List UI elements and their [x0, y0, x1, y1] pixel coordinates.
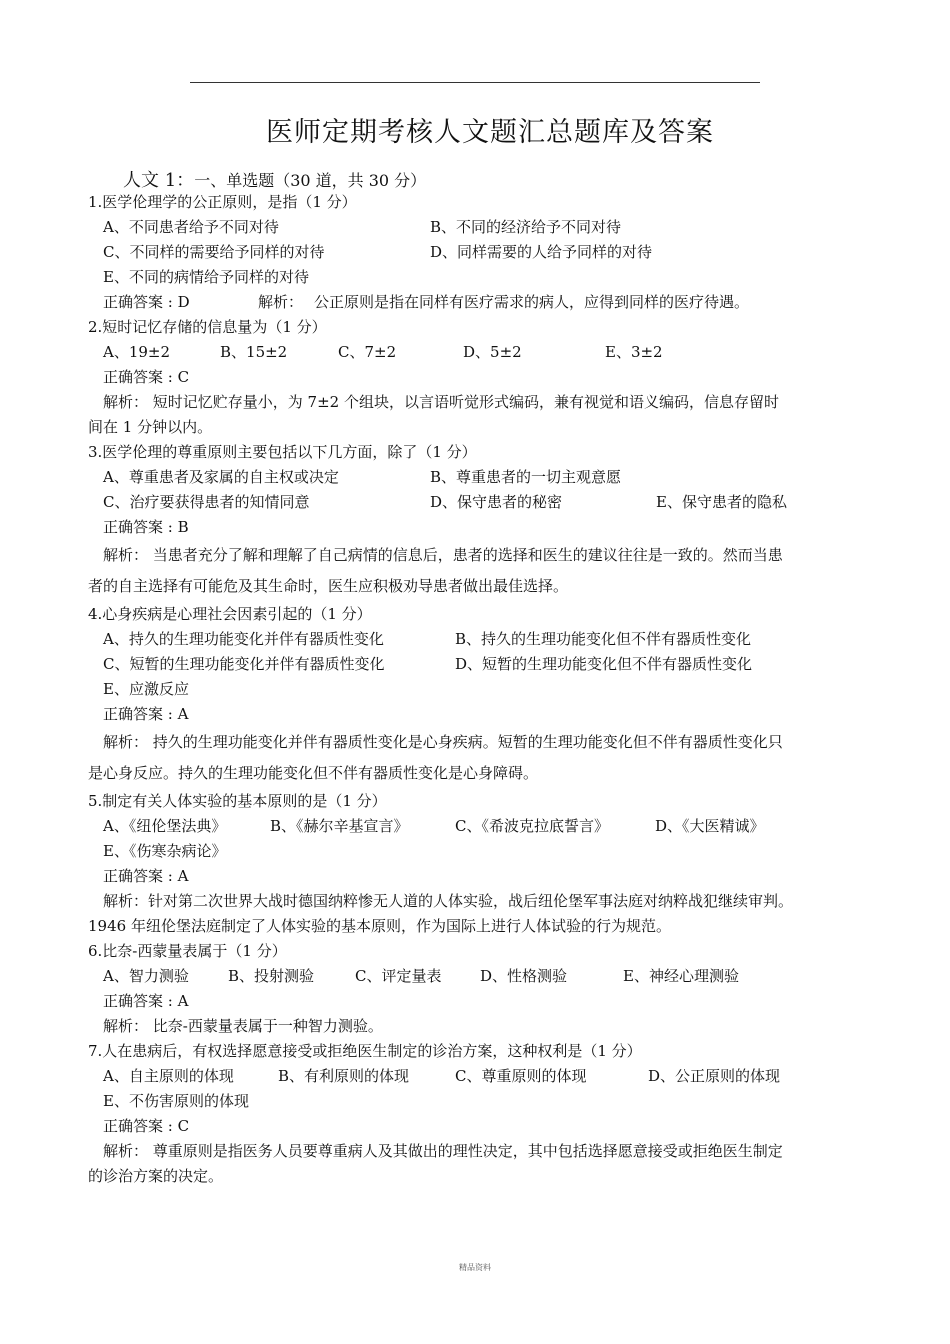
- option-c: C、治疗要获得患者的知情同意: [103, 493, 310, 511]
- option-a: A、19±2: [103, 343, 171, 361]
- question-list: [88, 190, 868, 1189]
- section-heading: [123, 166, 426, 192]
- option-c: C、《希波克拉底誓言》: [455, 817, 609, 835]
- analysis-text: 的诊治方案的决定。: [88, 1167, 224, 1185]
- analysis-text: 解析： 当患者充分了解和理解了自己病情的信息后，患者的选择和医生的建议往往是一致的。然而当患: [103, 546, 783, 564]
- option-e: E、3±2: [605, 343, 663, 361]
- option-b: B、15±2: [220, 343, 288, 361]
- correct-answer: 正确答案 : B: [103, 518, 189, 536]
- question-stem: 5.制定有关人体实验的基本原则的是（1 分）: [88, 792, 387, 810]
- top-rule: [190, 82, 760, 83]
- option-b: B、有利原则的体现: [278, 1067, 410, 1085]
- option-row: [88, 627, 868, 652]
- option-a: A、尊重患者及家属的自主权或决定: [103, 468, 339, 486]
- option-row: [88, 964, 868, 989]
- option-b: B、不同的经济给予不同对待: [430, 218, 622, 236]
- answer-row: [88, 290, 868, 315]
- option-row: [88, 839, 868, 864]
- correct-answer: 正确答案 : C: [103, 368, 190, 386]
- option-row: [88, 490, 868, 515]
- analysis-text: 解析：针对第二次世界大战时德国纳粹惨无人道的人体实验，战后纽伦堡军事法庭对纳粹战犯继续审判。: [103, 892, 794, 910]
- option-e: E、不同的病情给予同样的对待: [103, 268, 309, 286]
- option-a: A、自主原则的体现: [103, 1067, 234, 1085]
- section-label: 人文 1：: [123, 170, 195, 191]
- option-b: B、《赫尔辛基宣言》: [270, 817, 409, 835]
- option-row: [88, 1089, 868, 1114]
- option-row: [88, 215, 868, 240]
- analysis-text: 公正原则是指在同样有医疗需求的病人，应得到同样的医疗待遇。: [314, 293, 750, 311]
- question-stem: 4.心身疾病是心理社会因素引起的（1 分）: [88, 605, 372, 623]
- option-c: C、尊重原则的体现: [455, 1067, 587, 1085]
- option-d: D、5±2: [463, 343, 522, 361]
- analysis-text: 解析： 持久的生理功能变化并伴有器质性变化是心身疾病。短暂的生理功能变化但不伴有器质性变化只: [103, 733, 783, 751]
- analysis-text: 解析： 尊重原则是指医务人员要尊重病人及其做出的理性决定，其中包括选择愿意接受或拒绝医生制定: [103, 1142, 783, 1160]
- analysis-text: 间在 1 分钟以内。: [88, 418, 213, 436]
- page-title: 医师定期考核人文题汇总题库及答案: [266, 117, 714, 148]
- analysis-text: 解析： 短时记忆贮存量小，为 7±2 个组块，以言语听觉形式编码，兼有视觉和语义编码，信息存留时: [103, 393, 779, 411]
- option-d: D、同样需要的人给予同样的对待: [430, 243, 653, 261]
- analysis-label: 解析：: [258, 293, 304, 311]
- option-a: A、《纽伦堡法典》: [103, 817, 227, 835]
- option-d: D、《大医精诚》: [655, 817, 765, 835]
- question-stem: 7.人在患病后，有权选择愿意接受或拒绝医生制定的诊治方案，这种权利是（1 分）: [88, 1042, 642, 1060]
- correct-answer: 正确答案 : D: [103, 293, 190, 311]
- page-footer: 精品资料: [459, 1263, 491, 1272]
- correct-answer: 正确答案 : A: [103, 867, 189, 885]
- option-e: E、神经心理测验: [623, 967, 739, 985]
- option-row: [88, 1064, 868, 1089]
- question-stem: 6.比奈-西蒙量表属于（1 分）: [88, 942, 287, 960]
- question-stem: 3.医学伦理的尊重原则主要包括以下几方面，除了（1 分）: [88, 443, 477, 461]
- option-c: C、评定量表: [355, 967, 442, 985]
- option-d: D、短暂的生理功能变化但不伴有器质性变化: [455, 655, 753, 673]
- option-row: [88, 652, 868, 677]
- option-row: [88, 465, 868, 490]
- section-text: 一、单选题（30 道，共 30 分）: [194, 171, 427, 190]
- option-row: [88, 240, 868, 265]
- option-b: B、投射测验: [228, 967, 315, 985]
- correct-answer: 正确答案 : C: [103, 1117, 190, 1135]
- option-c: C、7±2: [338, 343, 397, 361]
- question-stem: 2.短时记忆存储的信息量为（1 分）: [88, 318, 327, 336]
- option-b: B、持久的生理功能变化但不伴有器质性变化: [455, 630, 752, 648]
- option-d: D、保守患者的秘密: [430, 493, 563, 511]
- analysis-text: 者的自主选择有可能危及其生命时，医生应积极劝导患者做出最佳选择。: [88, 577, 569, 595]
- option-b: B、尊重患者的一切主观意愿: [430, 468, 622, 486]
- option-a: A、智力测验: [103, 967, 189, 985]
- option-c: C、不同样的需要给予同样的对待: [103, 243, 325, 261]
- correct-answer: 正确答案 : A: [103, 992, 189, 1010]
- option-a: A、不同患者给予不同对待: [103, 218, 279, 236]
- analysis-text: 1946 年纽伦堡法庭制定了人体实验的基本原则，作为国际上进行人体试验的行为规范。: [88, 917, 671, 935]
- correct-answer: 正确答案 : A: [103, 705, 189, 723]
- option-a: A、持久的生理功能变化并伴有器质性变化: [103, 630, 384, 648]
- option-row: [88, 265, 868, 290]
- option-row: [88, 677, 868, 702]
- option-e: E、应激反应: [103, 680, 189, 698]
- analysis-text: 是心身反应。持久的生理功能变化但不伴有器质性变化是心身障碍。: [88, 764, 539, 782]
- analysis-text: 解析： 比奈-西蒙量表属于一种智力测验。: [103, 1017, 383, 1035]
- option-c: C、短暂的生理功能变化并伴有器质性变化: [103, 655, 385, 673]
- option-e: E、不伤害原则的体现: [103, 1092, 249, 1110]
- question-stem: 1.医学伦理学的公正原则，是指（1 分）: [88, 193, 357, 211]
- option-row: [88, 340, 868, 365]
- option-row: [88, 814, 868, 839]
- option-e: E、《伤寒杂病论》: [103, 842, 227, 860]
- option-d: D、公正原则的体现: [648, 1067, 781, 1085]
- option-e: E、保守患者的隐私: [656, 493, 787, 511]
- option-d: D、性格测验: [480, 967, 568, 985]
